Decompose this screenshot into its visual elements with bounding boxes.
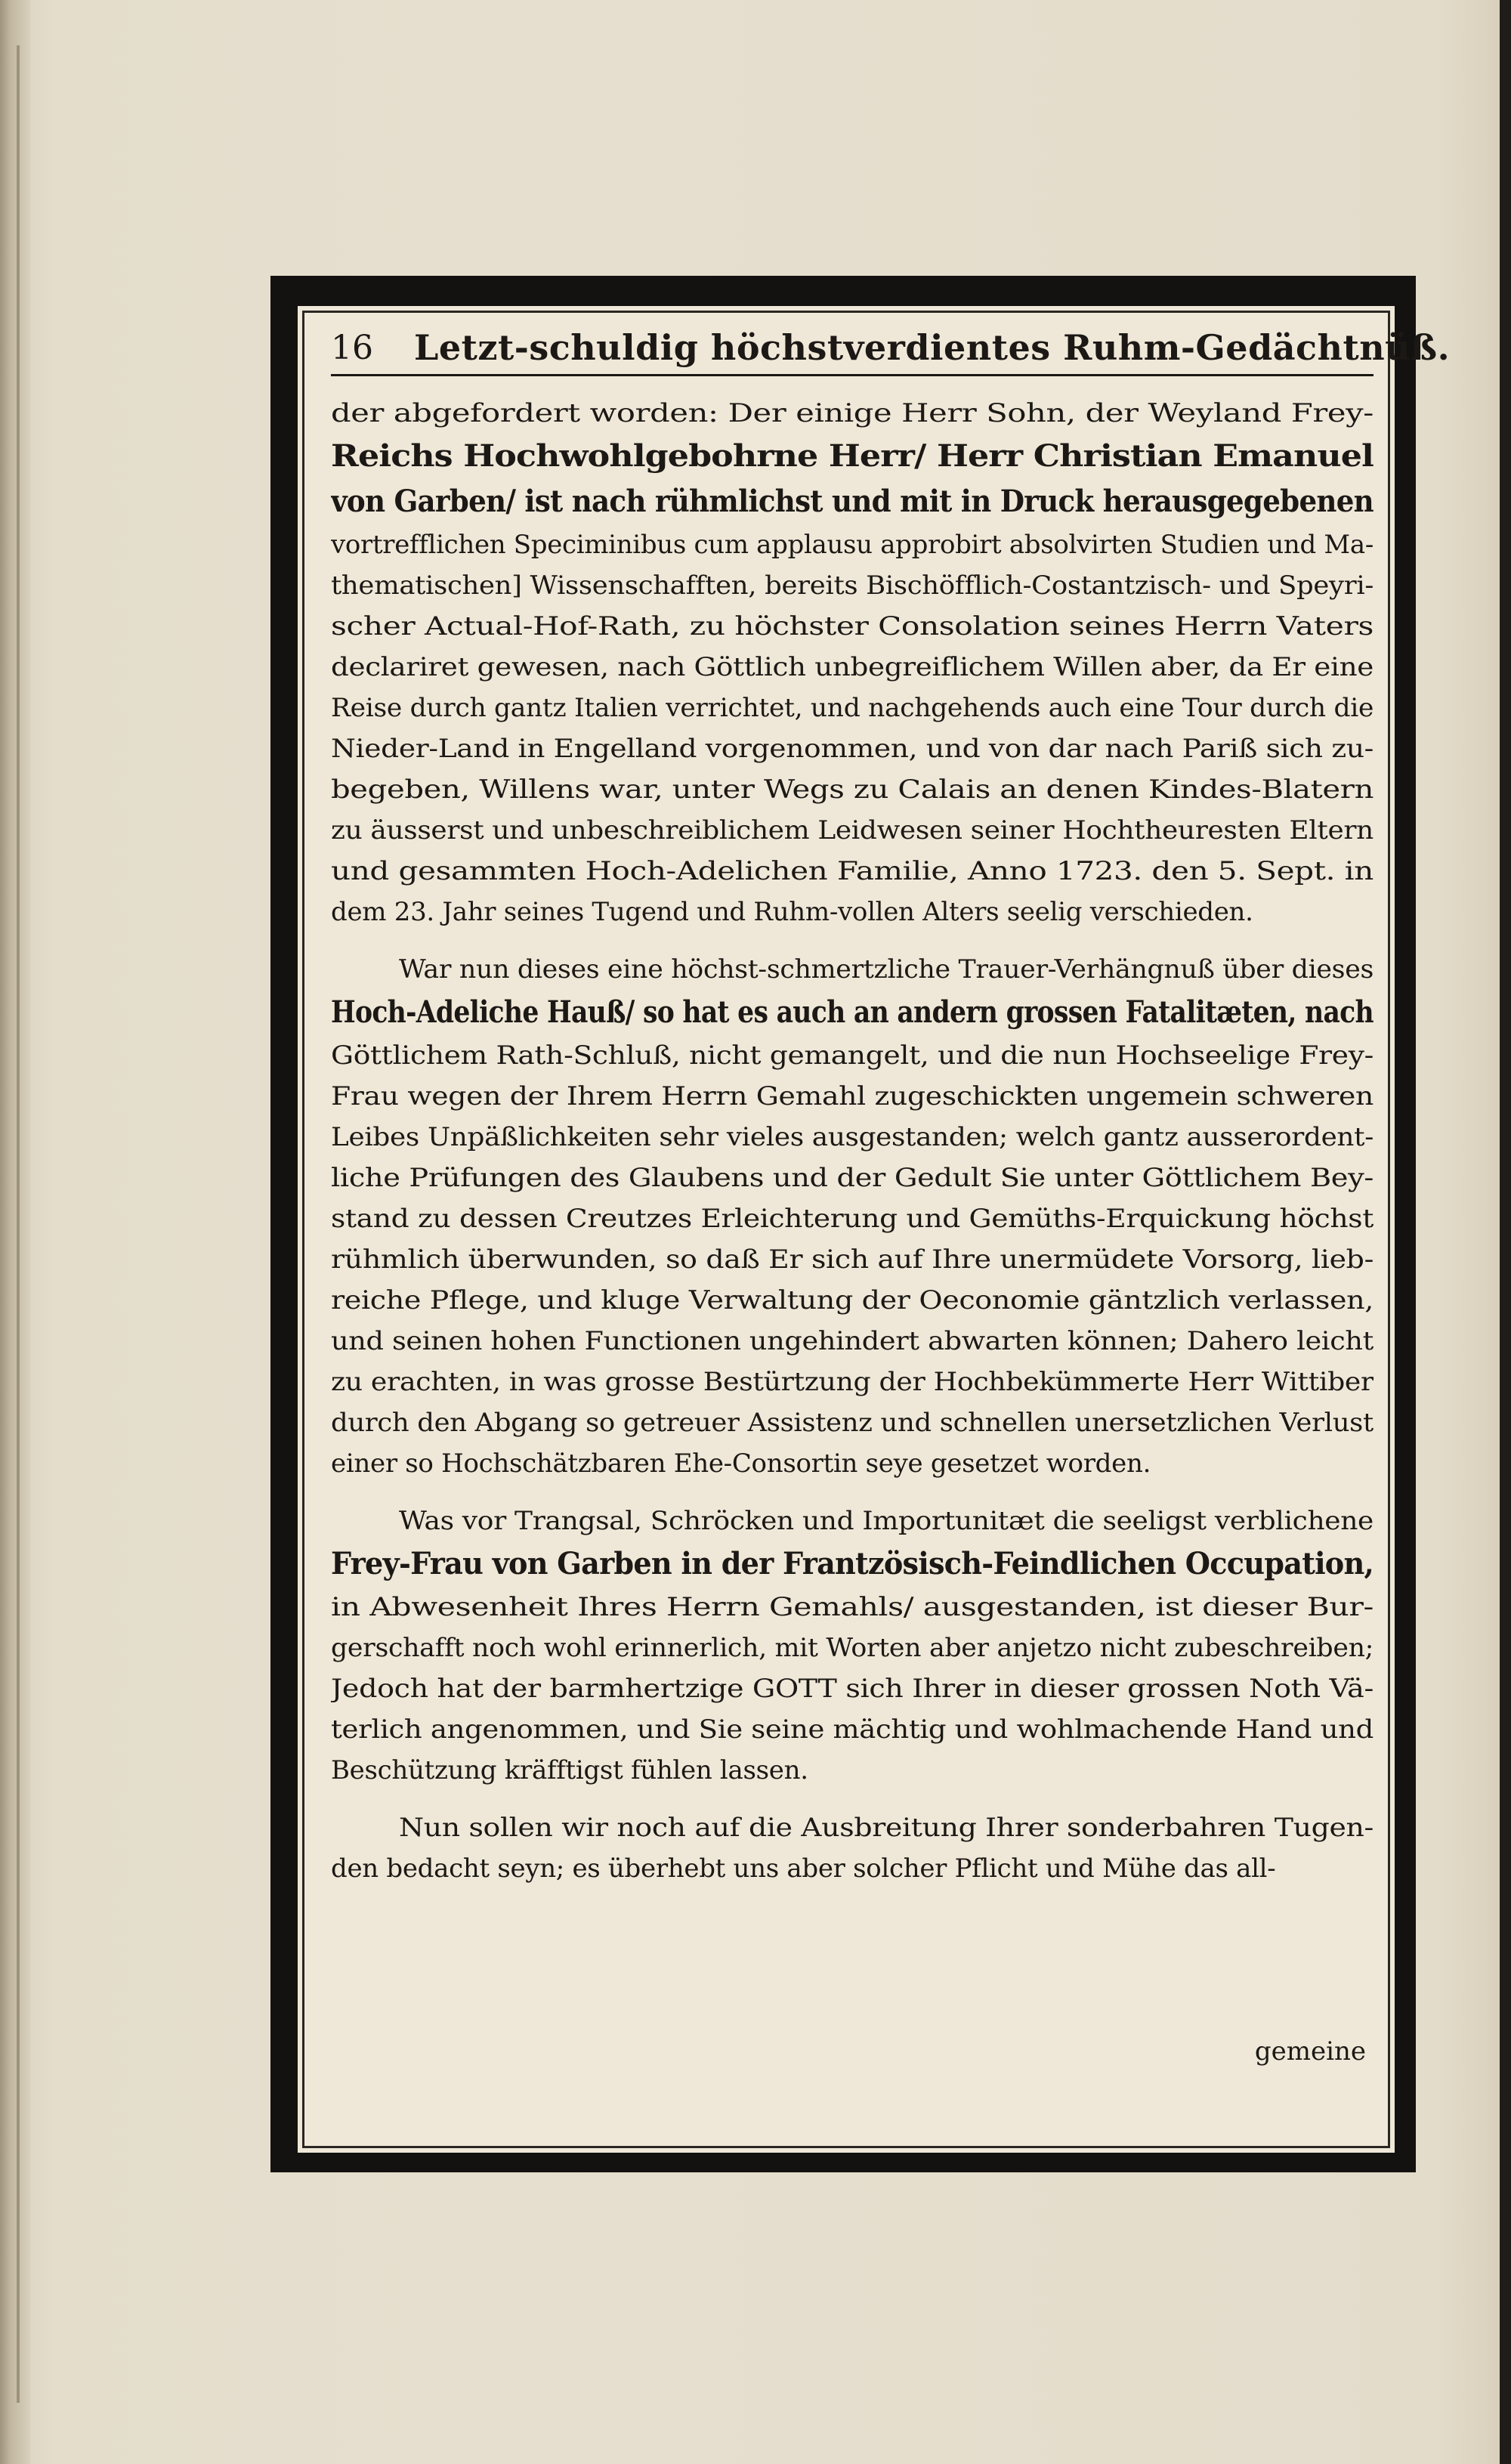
text-line: declariret gewesen, nach Göttlich unbegreiflichem Willen aber, da Er eine [331,652,1373,682]
text-line: Frey-Frau von Garben in der Frantzösisch-Feindlichen Occupation, [331,1546,1373,1581]
text-line: und gesammten Hoch-Adelichen Familie, Anno 1723. den 5. Sept. in [331,856,1373,886]
text-line: einer so Hochschätzbaren Ehe-Consortin seye gesetzet worden. [331,1448,1151,1479]
page-header [331,321,1451,376]
text-line: Reichs Hochwohlgebohrne Herr/ Herr Christian Emanuel [331,438,1373,474]
text-line: Jedoch hat der barmhertzige GOTT sich Ihrer in dieser grossen Noth Vä- [331,1674,1373,1704]
paragraph-4 [331,1807,1373,1889]
text-line: zu erachten, in was grosse Bestürtzung der Hochbekümmerte Herr Wittiber [331,1367,1373,1397]
text-line: begeben, Willens war, unter Wegs zu Calais an denen Kindes-Blatern [331,774,1373,805]
catchword: gemeine [1254,2036,1366,2067]
text-line: von Garben/ ist nach rühmlichst und mit in Druck herausgegebenen [331,484,1373,519]
text-line: liche Prüfungen des Glaubens und der Gedult Sie unter Göttlichem Bey- [331,1163,1373,1193]
paragraph-2 [331,949,1373,1484]
text-block [331,321,1451,2082]
text-line: der abgefordert worden: Der einige Herr Sohn, der Weyland Frey- [331,398,1373,428]
text-line: den bedacht seyn; es überhebt uns aber solcher Pflicht und Mühe das all- [331,1853,1276,1884]
text-line: vortrefflichen Speciminibus cum applausu approbirt absolvirten Studien und Ma- [331,530,1373,560]
text-line: zu äusserst und unbeschreiblichem Leidwesen seiner Hochtheuresten Eltern [331,815,1373,846]
running-head: Letzt-schuldig höchstverdientes Ruhm-Gedächtnüß. [414,327,1451,368]
scan-edge [1500,0,1511,2464]
text-line: Reise durch gantz Italien verrichtet, und nachgehends auch eine Tour durch die [331,693,1373,723]
body-text [331,393,1373,1889]
paragraph-1 [331,393,1373,932]
text-line: rühmlich überwunden, so daß Er sich auf Ihre unermüdete Vorsorg, lieb- [331,1244,1373,1275]
text-line: gerschafft noch wohl erinnerlich, mit Worten aber anjetzo nicht zubeschreiben; [331,1633,1373,1663]
page-number: 16 [331,329,373,367]
text-line: Was vor Trangsal, Schröcken und Importunitæt die seeligst verblichene [399,1506,1373,1536]
text-line: Frau wegen der Ihrem Herrn Gemahl zugeschickten ungemein schweren [331,1081,1373,1111]
text-line: Nieder-Land in Engelland vorgenommen, und von dar nach Pariß sich zu- [331,734,1373,764]
text-line: terlich angenommen, und Sie seine mächtig und wohlmachende Hand und [331,1714,1373,1745]
text-line: Leibes Unpäßlichkeiten sehr vieles ausgestanden; welch gantz ausserordent- [331,1122,1373,1152]
text-line: dem 23. Jahr seines Tugend und Ruhm-vollen Alters seelig verschieden. [331,897,1253,927]
text-line: Nun sollen wir noch auf die Ausbreitung Ihrer sonderbahren Tugen- [399,1813,1373,1843]
text-line: und seinen hohen Functionen ungehindert abwarten können; Dahero leicht [331,1326,1373,1356]
paragraph-3 [331,1501,1373,1791]
text-line: durch den Abgang so getreuer Assistenz und schnellen unersetzlichen Verlust [331,1408,1373,1438]
text-line: scher Actual-Hof-Rath, zu höchster Consolation seines Herrn Vaters [331,611,1373,642]
text-line: thematischen] Wissenschafften, bereits Bischöfflich-Costantzisch- und Speyri- [331,570,1373,601]
text-line: War nun dieses eine höchst-schmertzliche Trauer-Verhängnuß über dieses [399,954,1373,985]
text-line: reiche Pflege, und kluge Verwaltung der Oeconomie gäntzlich verlassen, [331,1285,1373,1315]
page-gutter [0,0,30,2464]
text-line: Hoch-Adeliche Hauß/ so hat es auch an andern grossen Fatalitæten, nach [331,994,1373,1030]
text-line: stand zu dessen Creutzes Erleichterung und Gemüths-Erquickung höchst [331,1204,1373,1234]
text-line: Göttlichem Rath-Schluß, nicht gemangelt, und die nun Hochseelige Frey- [331,1040,1373,1071]
text-line: Beschützung kräfftigst fühlen lassen. [331,1755,808,1785]
text-line: in Abwesenheit Ihres Herrn Gemahls/ ausgestanden, ist dieser Bur- [331,1592,1373,1622]
gutter-fold [17,45,20,2403]
